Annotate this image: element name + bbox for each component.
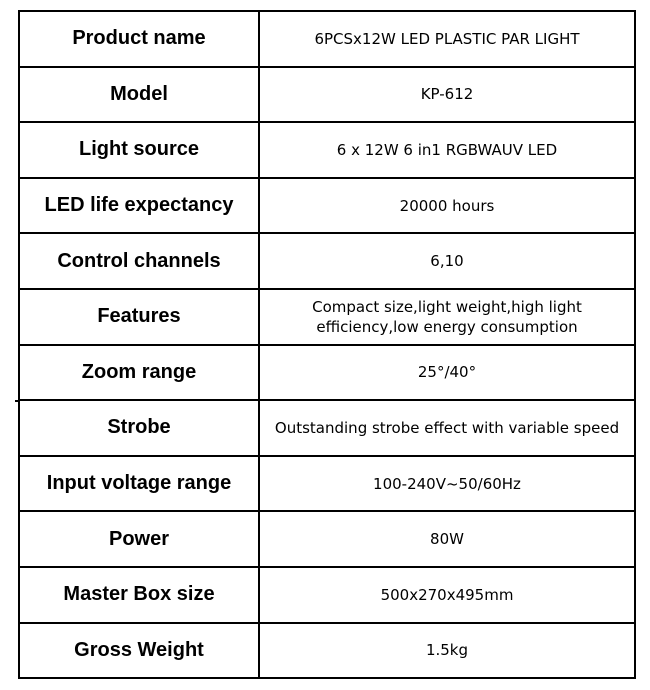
spec-value: 100-240V~50/60Hz	[259, 456, 635, 512]
spec-row-master-box-size	[19, 567, 635, 623]
spec-row-light-source	[19, 122, 635, 178]
spec-value: KP-612	[259, 67, 635, 123]
spec-value: 20000 hours	[259, 178, 635, 234]
spec-row-control-channels	[19, 233, 635, 289]
spec-row-product-name	[19, 11, 635, 67]
spec-row-features	[19, 289, 635, 345]
spec-value: Compact size,light weight,high light efficiency,low energy consumption	[259, 289, 635, 345]
spec-row-led-life-expectancy	[19, 178, 635, 234]
spec-value: 6PCSx12W LED PLASTIC PAR LIGHT	[259, 11, 635, 67]
spec-value: 6,10	[259, 233, 635, 289]
spec-label: LED life expectancy	[19, 178, 259, 234]
spec-label: Product name	[19, 11, 259, 67]
spec-label: Master Box size	[19, 567, 259, 623]
spec-label: Control channels	[19, 233, 259, 289]
spec-row-gross-weight	[19, 623, 635, 679]
spec-row-zoom-range	[19, 345, 635, 401]
spec-value: 1.5kg	[259, 623, 635, 679]
spec-value: Outstanding strobe effect with variable speed	[259, 400, 635, 456]
spec-row-model	[19, 67, 635, 123]
spec-label: Model	[19, 67, 259, 123]
spec-value: 25°/40°	[259, 345, 635, 401]
spec-label: Gross Weight	[19, 623, 259, 679]
spec-label: Strobe	[19, 400, 259, 456]
spec-value: 6 x 12W 6 in1 RGBWAUV LED	[259, 122, 635, 178]
spec-row-input-voltage-range	[19, 456, 635, 512]
spec-row-power	[19, 511, 635, 567]
product-spec-table	[18, 10, 636, 679]
spec-label: Features	[19, 289, 259, 345]
spec-label: Input voltage range	[19, 456, 259, 512]
spec-label: Zoom range	[19, 345, 259, 401]
spec-row-strobe	[19, 400, 635, 456]
spec-value: 500x270x495mm	[259, 567, 635, 623]
spec-label: Power	[19, 511, 259, 567]
spec-value: 80W	[259, 511, 635, 567]
spec-label: Light source	[19, 122, 259, 178]
